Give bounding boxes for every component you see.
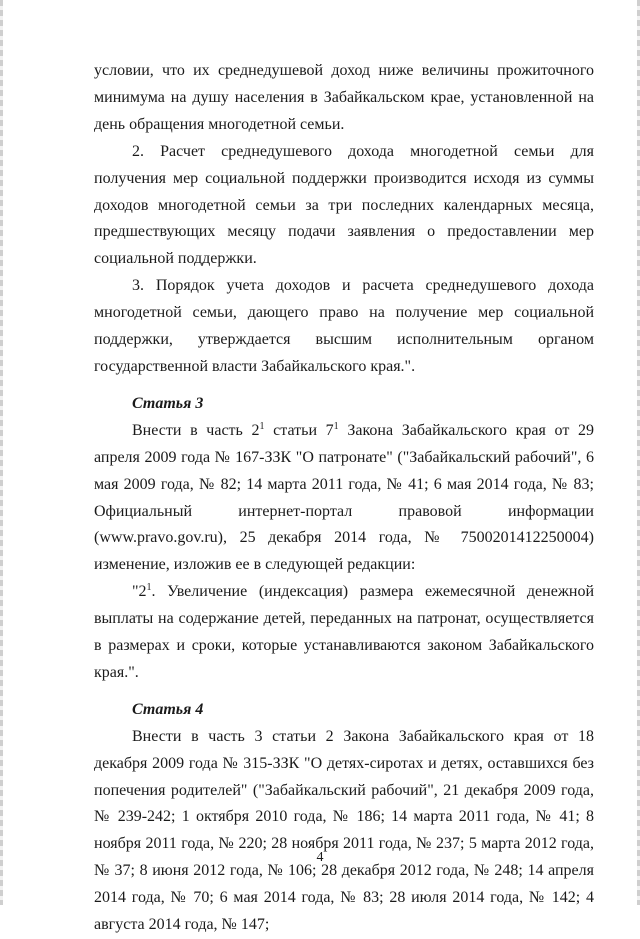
paragraph-item-3: 3. Порядок учета доходов и расчета среднедушевого дохода многодетной семьи, дающего право на получение мер социальной поддержки, утверждается высшим исполнительным органом государственной власти Забайкальского края.". [94, 277, 594, 375]
article-3-quote-text-b: . Увеличение (индексация) размера ежемесячной денежной выплаты на содержание детей, переданных на патронат, осуществляется в размерах и сроки, которые устанавливаются законом Забайкальского края.". [94, 583, 594, 681]
article-3-quote-text-a: "2 [132, 583, 147, 601]
article-3-intro-text-c: Закона Забайкальского края от 29 апреля 2009 года № 167-ЗЗК "О патронате" ("Забайкальский рабочий", 6 мая 2009 года, № 82; 14 марта 2011 года, № 41; 6 мая 2014 года, № 83; Официальный интернет-портал правовой информации (www.pravo.gov.ru), 25 декабря 2014 года, № 7500201412250004) изменение, изложив ее в следующей редакции: [94, 421, 594, 574]
article-3-quote [94, 579, 594, 687]
document-page [94, 58, 594, 939]
page-number: 4 [316, 850, 324, 865]
article-3-intro-text-a: Внести в часть 2 [132, 421, 260, 439]
scan-edge-left [0, 0, 3, 905]
article-3-quote-sup: 1 [146, 582, 152, 594]
paragraph-continuation: условии, что их среднедушевой доход ниже величины прожиточного минимума на душу населения в Забайкальском крае, установленной на день обращения многодетной семьи. [94, 62, 594, 133]
article-3-intro-sup-1: 1 [259, 420, 265, 432]
paragraph-item-2: 2. Расчет среднедушевого дохода многодетной семьи для получения мер социальной поддержки производится исходя из суммы доходов многодетной семьи за три последних календарных месяца, предшествующих месяцу подачи заявления о предоставлении мер социальной поддержки. [94, 142, 594, 268]
article-3-intro-text-b: статьи 7 [264, 421, 334, 439]
article-4-heading: Статья 4 [132, 700, 204, 718]
article-3-heading: Статья 3 [132, 394, 204, 412]
article-4-text: Внести в часть 3 статьи 2 Закона Забайкальского края от 18 декабря 2009 года № 315-ЗЗК "О детях-сиротах и детях, оставшихся без попечения родителей" ("Забайкальский рабочий", 21 декабря 2009 года, № 239-242; 1 октября 2010 года, № 186; 14 марта 2011 года, № 41; 8 ноября 2011 года, № 220; 28 ноября 2011 года, № 237; 5 марта 2012 года, № 37; 8 июня 2012 года, № 106; 28 декабря 2012 года, № 248; 14 апреля 2014 года, № 70; 6 мая 2014 года, № 83; 28 июля 2014 года, № 142; 4 августа 2014 года, № 147; [94, 727, 594, 934]
article-3-intro [94, 418, 594, 579]
article-3-intro-sup-2: 1 [333, 420, 339, 432]
